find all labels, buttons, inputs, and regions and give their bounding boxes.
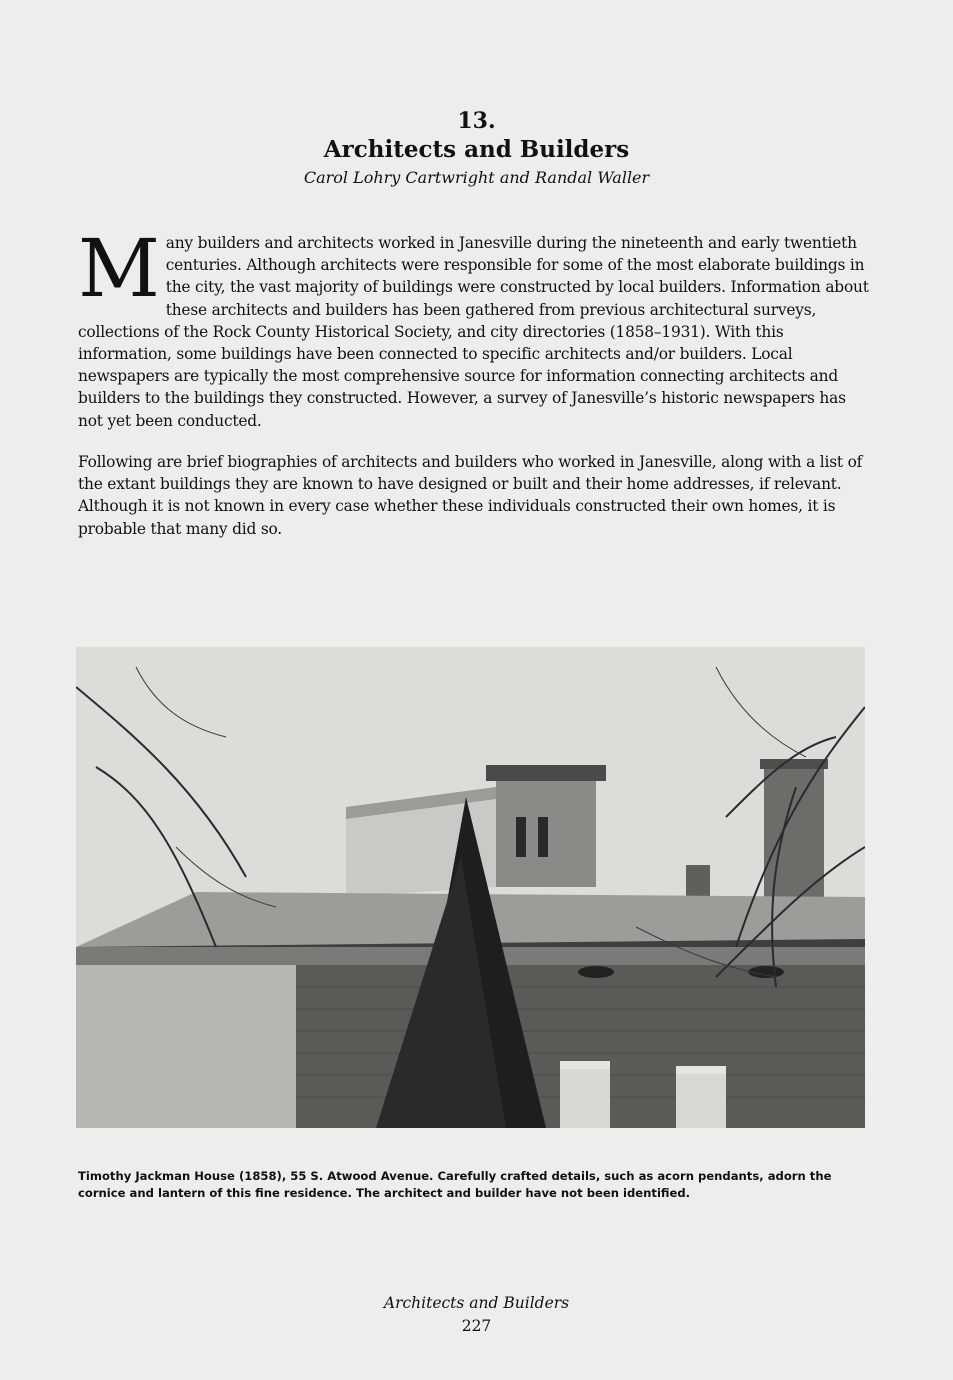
photo-caption: Timothy Jackman House (1858), 55 S. Atwood Avenue. Carefully crafted details, such as acorn pendants, adorn the cornice and lantern of this fine residence. The architect and builder have not been identified. [78,1169,832,1200]
chapter-authors: Carol Lohry Cartwright and Randal Waller [303,168,650,187]
footer-running-title: Architects and Builders [383,1294,570,1312]
intro-paragraph-text: any builders and architects worked in Janesville during the nineteenth and early twentieth centuries. Although architects were responsible for some of the most elaborate buildings in the city, the vast majority of buildings were constructed by local builders. Information about these architects and builders has been gathered from previous architectural surveys, collections of the Rock County Historical Society, and city directories (1858–1931). With this information, some buildings have been connected to specific architects and/or builders. Local newspapers are typically the most comprehensive source for information connecting architects and builders to the buildings they constructed. However, a survey of Janesville’s historic newspapers has not yet been conducted. [78,234,869,430]
chapter-title: Architects and Builders [323,136,630,163]
house-photograph [76,647,865,1128]
drop-cap: M [78,222,160,315]
page-number: 227 [461,1317,492,1335]
intro-paragraph [78,222,873,432]
second-paragraph: Following are brief biographies of architects and builders who worked in Janesville, along with a list of the extant buildings they are known to have designed or built and their home addresses, if relevant. Although it is not known in every case whether these individuals constructed their own homes, it is probable that many did so. [78,453,863,538]
chapter-number: 13. [457,108,496,134]
house-illustration [76,647,865,1128]
